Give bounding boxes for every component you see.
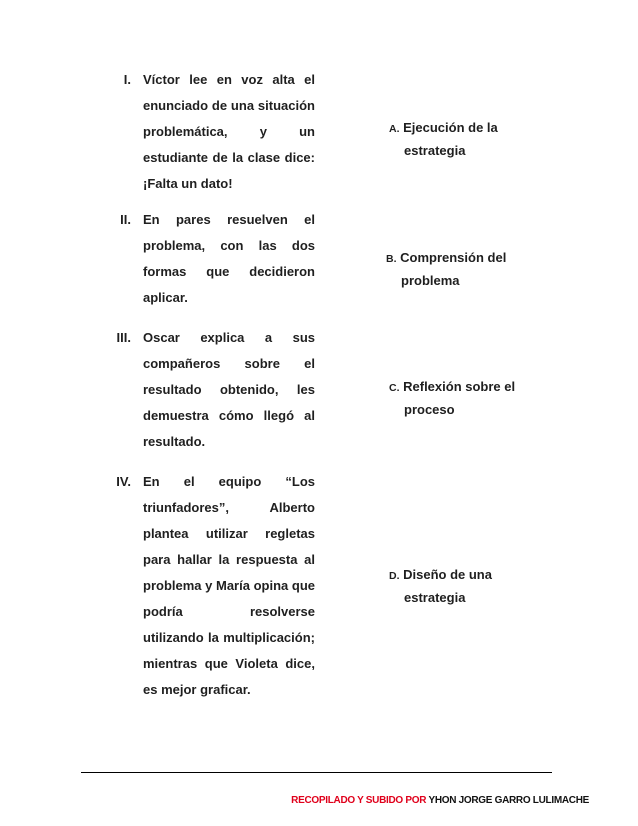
option-line1: Ejecución de la (403, 120, 498, 135)
item-text-4: En el equipo “Los triunfadores”, Alberto plantea utilizar regletas para hallar la respuesta al problema y María opina que podría resolverse utilizando la multiplicación; mientras que Violeta dice, es mejor graficar. (143, 474, 315, 697)
option-line2: problema (401, 273, 460, 288)
option-line2: estrategia (404, 143, 466, 158)
item-numeral-1: I. (123, 72, 131, 87)
item-text-3: Oscar explica a sus compañeros sobre el resultado obtenido, les demuestra cómo llegó al resultado. (143, 330, 315, 449)
option-line1: Diseño de una (403, 567, 492, 582)
option-letter: A. (389, 123, 400, 135)
option-letter: C. (389, 382, 400, 394)
option-line2: estrategia (404, 590, 466, 605)
item-numeral-2: II. (120, 212, 131, 227)
footer-credit-name: YHON JORGE GARRO LULIMACHE (428, 795, 589, 806)
footer-divider (81, 772, 552, 773)
item-text-1: Víctor lee en voz alta el enunciado de una situación problemática, y un estudiante de la clase dice: ¡Falta un dato! (143, 72, 315, 191)
item-numeral-3: III. (116, 330, 131, 345)
item-numeral-4: IV. (116, 474, 131, 489)
option-d (389, 564, 492, 609)
option-b (386, 247, 506, 292)
option-c (389, 376, 515, 421)
item-text-2: En pares resuelven el problema, con las dos formas que decidieron aplicar. (143, 212, 315, 305)
option-line2: proceso (404, 402, 455, 417)
option-line1: Reflexión sobre el (403, 379, 516, 394)
option-a (389, 117, 498, 162)
option-letter: D. (389, 570, 400, 582)
option-line1: Comprensión del (400, 250, 507, 265)
footer-credit-prefix: RECOPILADO Y SUBIDO POR (291, 795, 429, 806)
option-letter: B. (386, 253, 397, 265)
footer-credit (291, 795, 589, 806)
